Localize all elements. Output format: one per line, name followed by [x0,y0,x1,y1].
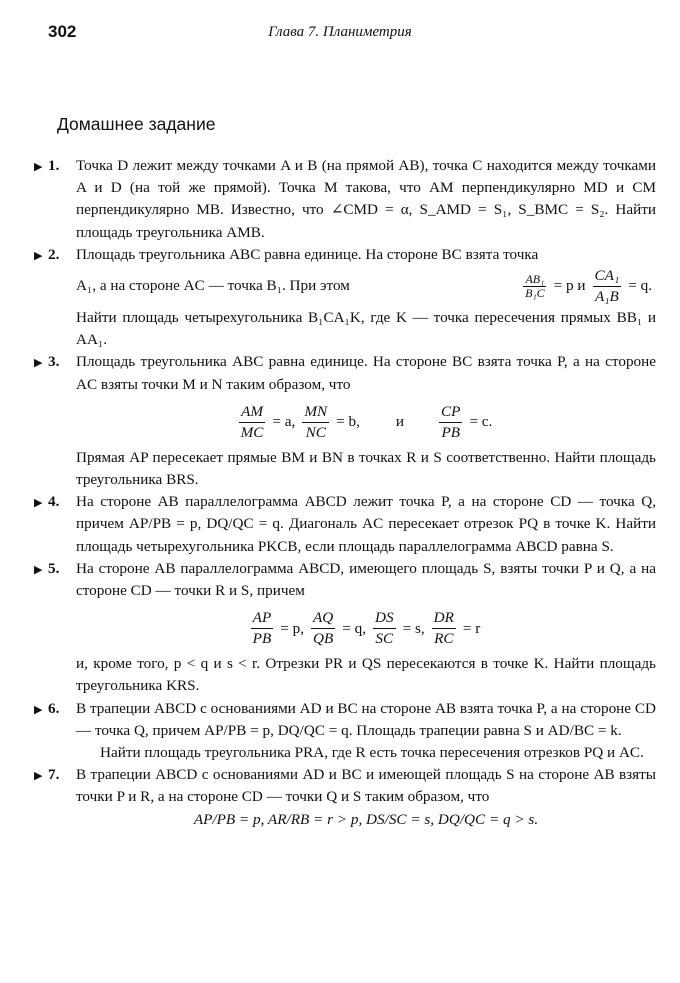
fraction-denominator: QB [313,630,334,648]
fraction-numerator: DS [373,608,396,629]
triangle-bullet-icon: ▶ [34,703,43,716]
problem-6 [34,698,656,765]
problem-number: 4. [48,493,60,511]
formula-part: = q, [342,619,367,637]
page-number: 302 [48,22,77,41]
problem-marker [34,698,74,721]
fraction-denominator: PB [252,630,272,648]
page-header [48,21,632,45]
fraction-ab1-b1c [523,273,547,300]
problem-marker [34,764,74,787]
fraction-numerator: DR [432,608,456,629]
problem-number: 1. [48,157,60,174]
fraction-denominator: A₁B [594,288,619,306]
problem-5 [34,558,656,698]
problem-text: Найти площадь треугольника PRA, где R есть точка пересечения отрезков PQ и AC. [100,744,644,762]
triangle-bullet-icon: ▶ [34,161,43,173]
problem-text: Найти площадь четырехугольника B₁CA₁K, где K — точка пересечения прямых BB₁ и AA₁. [76,309,656,349]
triangle-bullet-icon: ▶ [34,249,43,262]
fraction-numerator: CA₁ [593,266,622,287]
formula-part: = b, [336,413,360,431]
fraction-numerator: CP [439,402,462,423]
fraction-ds-sc [373,608,396,649]
fraction-numerator: AB₁ [525,272,545,287]
problem-number: 5. [48,559,60,577]
fraction-dr-rc [432,608,456,649]
formula-part: = r [462,619,481,637]
fraction-cp-pb [439,402,462,443]
fraction-denominator: B₁C [525,286,545,301]
display-formula [76,402,656,443]
problem-marker [34,558,74,581]
fraction-numerator: MN [302,402,329,423]
problem-text: В трапеции ABCD с основаниями AD и BC на стороне AB взята точка P, а на стороне CD — точка Q, причем AP/PB = p, DQ/QC = q. Площадь трапеции равна S и AD/BC = k. [76,699,656,739]
fraction-denominator: MC [240,423,264,441]
problem-2 [34,244,656,352]
problem-4 [34,491,656,558]
problem-text: Прямая AP пересекает прямые BM и BN в точках R и S соответственно. Найти площадь треугольника BRS. [76,448,656,489]
fraction-mn-nc [302,402,329,443]
problem-text: На стороне AB параллелограмма ABCD, имеющего площадь S, взяты точки P и Q, а на стороне CD — точки R и S, причем [76,559,656,600]
problem-marker [34,155,74,178]
problem-text: Точка D лежит между точками A и B (на прямой AB), точка C находится между точками A и D (на той же прямой). Точка M такова, что AM перпендикулярно MD и CM перпендикулярно MB. Известно, что ∠CMD = α, S_AMD = S₁, S_BMC = S₂. Найти площадь треугольника AMB. [76,157,656,241]
triangle-bullet-icon: ▶ [34,497,43,510]
triangle-bullet-icon: ▶ [34,563,43,576]
formula-part: = c. [469,413,493,431]
problem-text-line: Площадь треугольника ABC равна единице. На стороне BC взята точка [76,245,539,263]
fraction-denominator: NC [305,423,326,441]
problem-number: 7. [48,766,60,784]
problem-marker [34,351,74,374]
problem-marker [34,244,74,267]
problem-list [34,155,656,831]
fraction-numerator: AM [239,402,265,423]
section-title: Домашнее задание [57,114,216,134]
fraction-numerator: AQ [311,608,335,629]
fraction-numerator: AP [251,608,274,629]
fraction-ca1-a1b [593,266,622,307]
problem-number: 6. [48,699,60,717]
fraction-aq-qb [311,608,335,649]
text-fragment: = q. [628,277,652,295]
formula-part: = a, [272,413,296,431]
triangle-bullet-icon: ▶ [34,770,43,783]
formula-conjunction: и [395,413,405,431]
problem-number: 2. [48,245,60,263]
display-formula: AP/PB = p, AR/RB = r > p, DS/SC = s, DQ/QC = q > s. [193,810,539,828]
fraction-denominator: RC [434,630,454,648]
display-formula [76,608,656,649]
running-head: Глава 7. Планиметрия [268,24,412,40]
problem-marker [34,491,74,514]
problem-1 [34,155,656,244]
problem-7 [34,764,656,831]
problem-3 [34,351,656,491]
problem-text: В трапеции ABCD с основаниями AD и BC и имеющей площадь S на стороне AB взяты точки P и R, а на стороне CD — точки Q и S таким образом, что [76,766,656,806]
formula-part: = p, [280,619,304,637]
formula-part: = s, [402,619,425,637]
fraction-ap-pb [251,608,274,649]
text-fragment: = p и [553,277,586,295]
triangle-bullet-icon: ▶ [34,357,43,370]
problem-text-line-with-fractions [76,266,656,307]
fraction-denominator: SC [375,630,394,648]
fraction-am-mc [239,402,266,443]
fraction-denominator: PB [441,423,460,441]
problem-text: и, кроме того, p < q и s < r. Отрезки PR и QS пересекаются в точке K. Найти площадь треугольника KRS. [76,655,656,695]
problem-text: Площадь треугольника ABC равна единице. На стороне BC взята точка P, а на стороне AC взяты точки M и N таким образом, что [76,353,656,393]
problem-number: 3. [48,353,60,371]
text-fragment: A₁, а на стороне AC — точка B₁. При этом [76,277,350,295]
problem-text: На стороне AB параллелограмма ABCD лежит точка P, а на стороне CD — точка Q, причем AP/PB = p, DQ/QC = q. Диагональ AC пересекает отрезок PQ в точке K. Найти площадь четырехугольника PKCB, если площадь параллелограмма ABCD равна S. [76,493,656,555]
